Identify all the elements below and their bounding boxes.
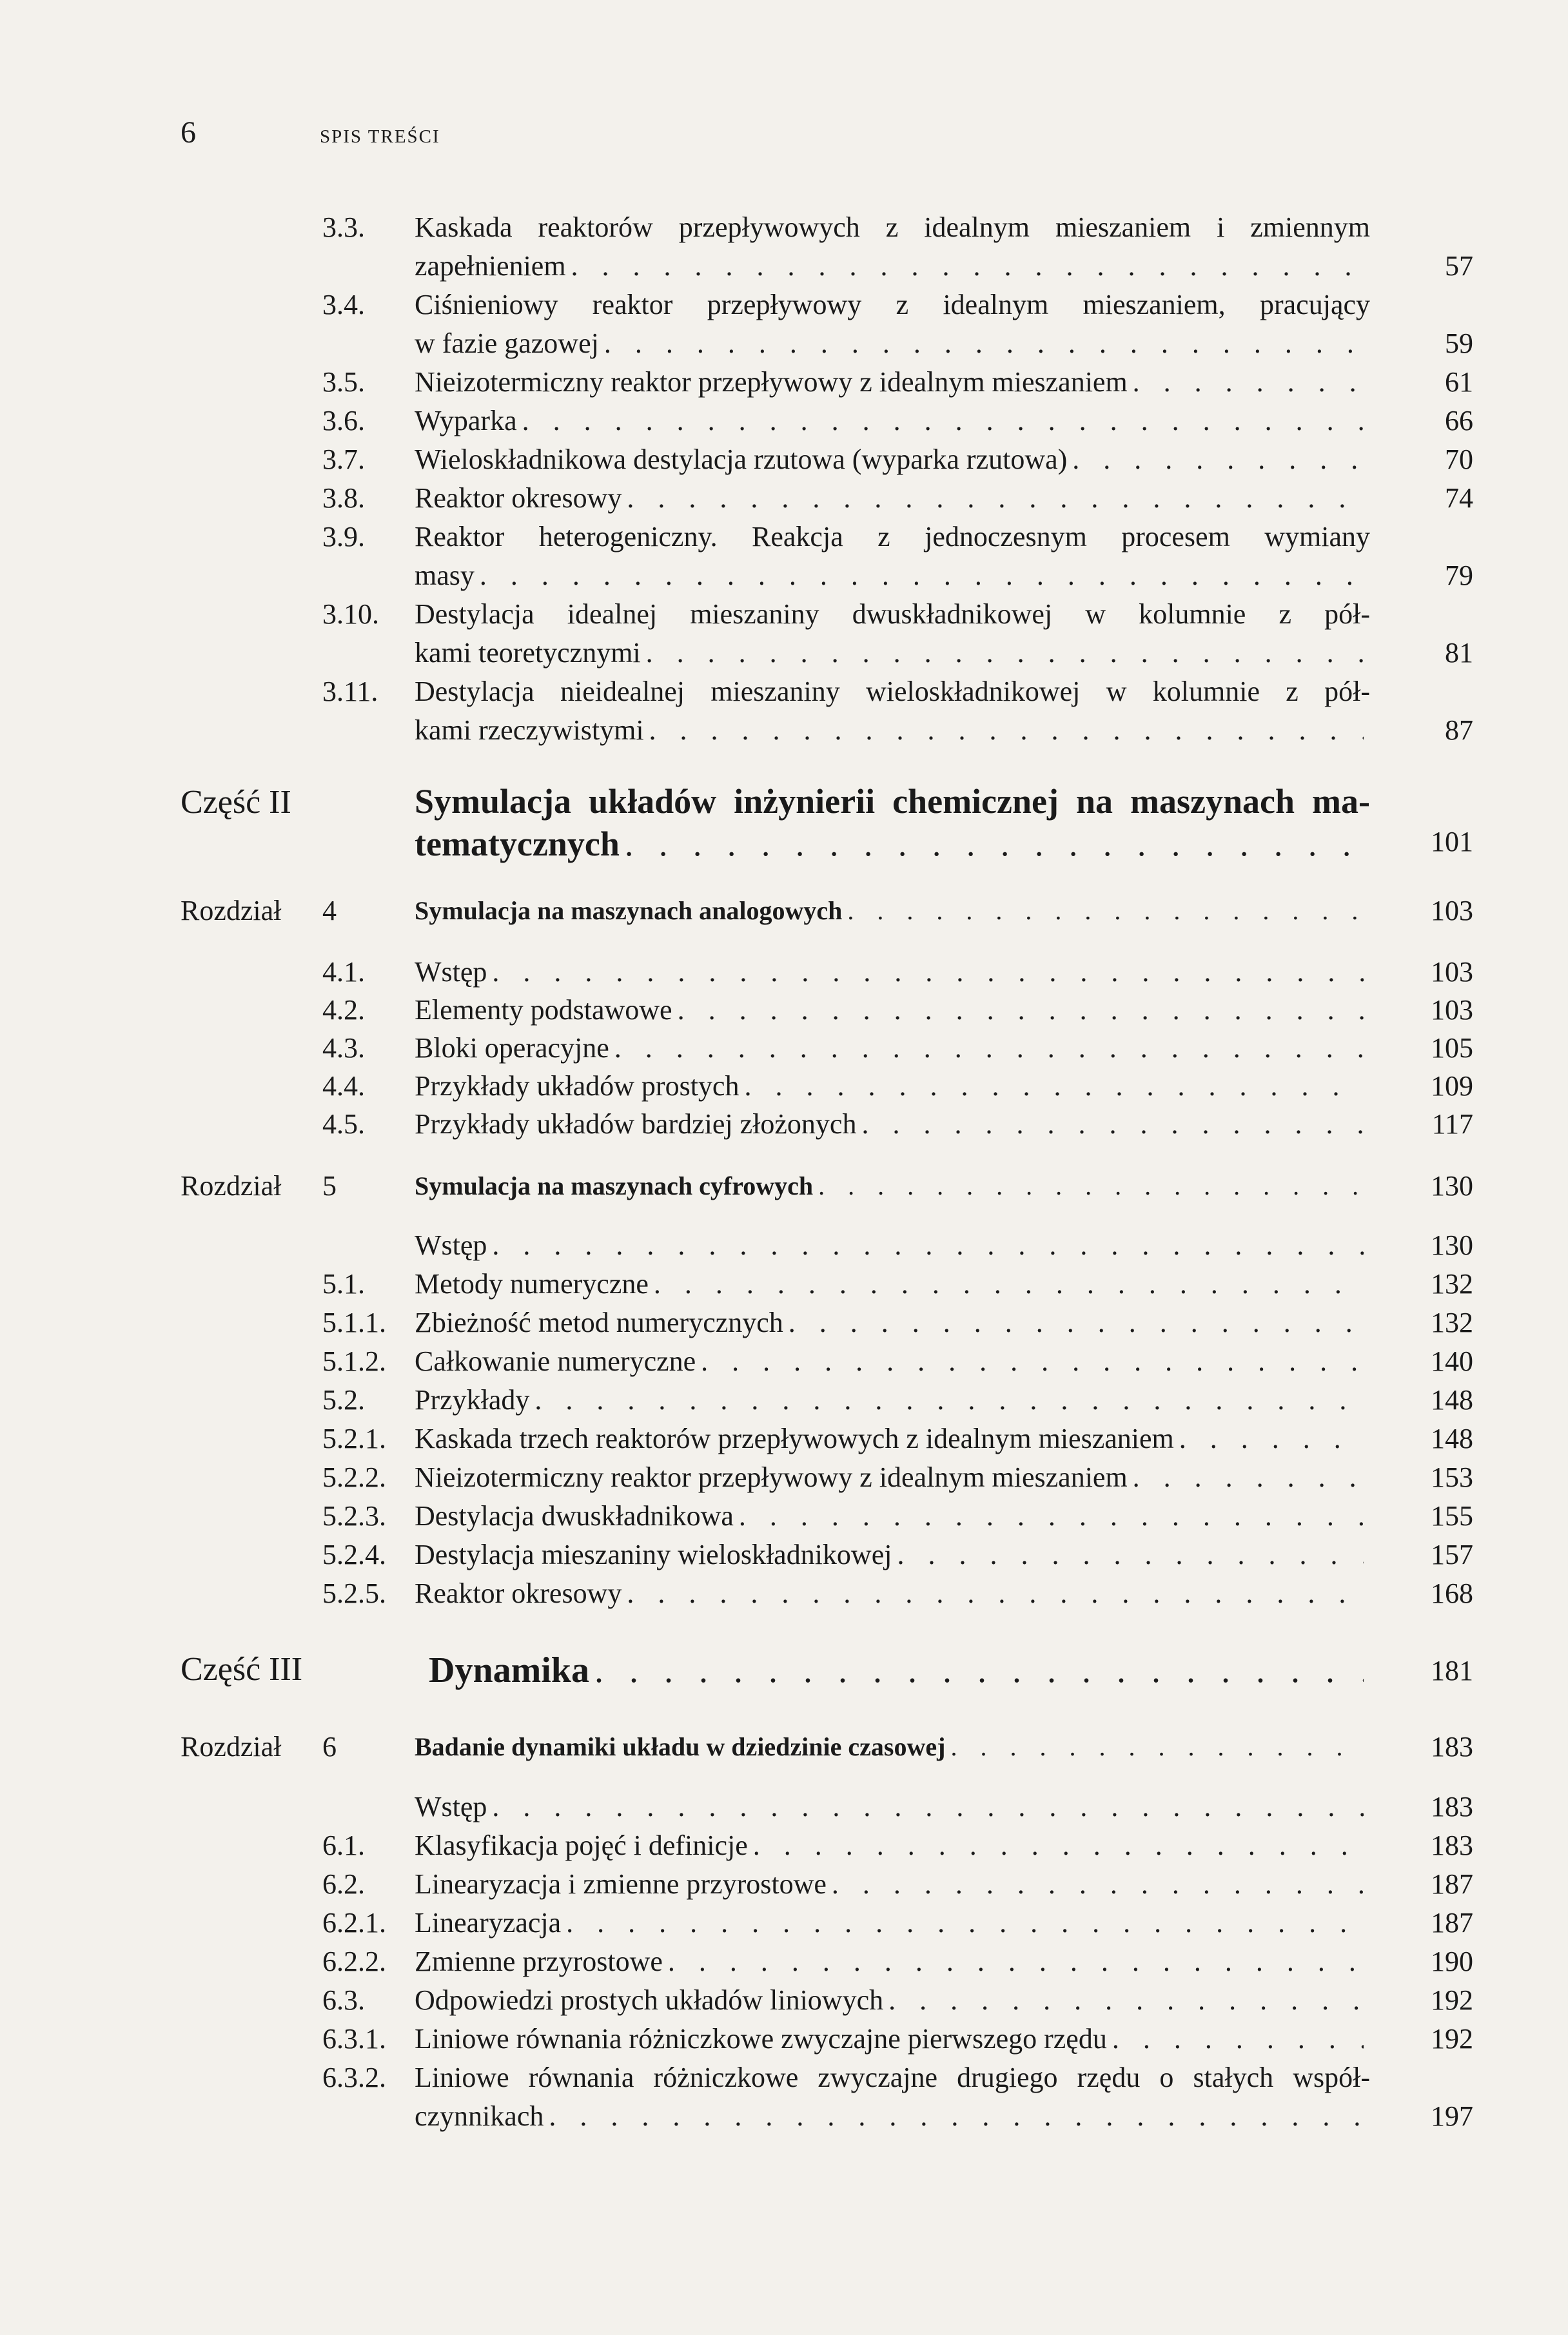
dot-leader xyxy=(1112,2020,1364,2058)
dot-leader xyxy=(950,1728,1364,1766)
chapter-number: 5 xyxy=(322,1170,337,1202)
entry-number: 3.7. xyxy=(322,444,365,475)
page-ref: 59 xyxy=(1445,327,1473,359)
dot-leader xyxy=(832,1865,1364,1904)
page-ref: 61 xyxy=(1445,366,1473,398)
dot-leader xyxy=(627,1574,1364,1613)
dot-leader xyxy=(897,1536,1364,1574)
toc-entry[interactable]: Przykłady . . . xyxy=(415,1381,1370,1420)
entry-number: 5.1.1. xyxy=(322,1307,386,1338)
dot-leader xyxy=(789,1304,1364,1342)
page-ref: 157 xyxy=(1431,1539,1473,1570)
page-ref: 183 xyxy=(1431,1830,1473,1861)
dot-leader xyxy=(625,823,1364,865)
page-ref: 81 xyxy=(1445,637,1473,669)
entry-number: 3.3. xyxy=(322,211,365,243)
toc-entry[interactable]: Linearyzacja i zmienne przyrostowe . . . xyxy=(415,1865,1370,1904)
dot-leader xyxy=(614,1029,1364,1068)
toc-chapter-entry[interactable]: Symulacja na maszynach analogowych . . . xyxy=(415,892,1370,930)
dot-leader xyxy=(847,892,1364,930)
toc-entry[interactable]: Wstęp . . . xyxy=(415,953,1370,992)
entry-number: 4.4. xyxy=(322,1070,365,1102)
toc-entry[interactable]: Elementy podstawowe . . . xyxy=(415,991,1370,1030)
entry-number: 3.6. xyxy=(322,405,365,436)
page-ref: 168 xyxy=(1431,1578,1473,1609)
toc-entry[interactable]: Reaktor okresowy . . . xyxy=(415,479,1370,518)
toc-entry[interactable]: Reaktor okresowy . . . xyxy=(415,1574,1370,1613)
page-ref: 57 xyxy=(1445,250,1473,282)
page-ref: 70 xyxy=(1445,444,1473,475)
dot-leader xyxy=(654,1265,1364,1304)
toc-entry[interactable]: Destylacja mieszaniny wieloskładnikowej . . . xyxy=(415,1536,1370,1574)
entry-number: 4.1. xyxy=(322,956,365,988)
toc-entry[interactable]: Odpowiedzi prostych układów liniowych . . . xyxy=(415,1981,1370,2020)
dot-leader xyxy=(861,1105,1364,1144)
entry-number: 3.4. xyxy=(322,289,365,320)
page-ref: 103 xyxy=(1431,956,1473,988)
dot-leader xyxy=(534,1381,1364,1420)
dot-leader xyxy=(571,247,1364,286)
toc-part-entry[interactable]: Symulacja układów inżynierii chemicznej na maszynach ma- tematycznych . . . xyxy=(415,780,1370,865)
entry-number: 5.2.5. xyxy=(322,1578,386,1609)
toc-entry[interactable]: Bloki operacyjne . . . xyxy=(415,1029,1370,1068)
page-ref: 105 xyxy=(1431,1032,1473,1064)
page-ref: 153 xyxy=(1431,1461,1473,1493)
dot-leader xyxy=(492,953,1364,992)
dot-leader xyxy=(888,1981,1364,2020)
entry-number: 6.3.2. xyxy=(322,2062,386,2093)
page-ref: 130 xyxy=(1431,1229,1473,1261)
page-ref: 66 xyxy=(1445,405,1473,436)
toc-entry[interactable]: Przykłady układów bardziej złożonych . . . xyxy=(415,1105,1370,1144)
toc-entry[interactable]: Metody numeryczne . . . xyxy=(415,1265,1370,1304)
dot-leader xyxy=(646,634,1364,672)
toc-chapter-entry[interactable]: Symulacja na maszynach cyfrowych . . . xyxy=(415,1167,1370,1206)
toc-entry[interactable]: Wstęp . . . xyxy=(415,1788,1370,1826)
chapter-label: Rozdział xyxy=(181,1731,282,1763)
dot-leader xyxy=(492,1226,1364,1265)
entry-number: 5.2. xyxy=(322,1384,365,1416)
page-ref: 130 xyxy=(1431,1170,1473,1202)
page-ref: 148 xyxy=(1431,1384,1473,1416)
dot-leader xyxy=(492,1788,1364,1826)
entry-number: 6.1. xyxy=(322,1830,365,1861)
toc-entry[interactable]: Liniowe równania różniczkowe zwyczajne pierwszego rzędu . . . xyxy=(415,2020,1370,2058)
dot-leader xyxy=(627,479,1364,518)
page-ref: 109 xyxy=(1431,1070,1473,1102)
dot-leader xyxy=(1133,363,1364,402)
entry-number: 5.2.1. xyxy=(322,1423,386,1454)
entry-number: 3.9. xyxy=(322,521,365,552)
toc-entry[interactable]: Nieizotermiczny reaktor przepływowy z idealnym mieszaniem . . . xyxy=(415,363,1370,402)
dot-leader xyxy=(1133,1458,1364,1497)
page-ref: 103 xyxy=(1431,994,1473,1026)
dot-leader xyxy=(753,1826,1364,1865)
page-ref: 187 xyxy=(1431,1868,1473,1900)
toc-entry[interactable]: Destylacja nieidealnej mieszaniny wieloskładnikowej w kolumnie z pół- kami rzeczywistymi . . . xyxy=(415,672,1370,750)
toc-entry[interactable]: Liniowe równania różniczkowe zwyczajne drugiego rzędu o stałych współ- czynnikach . . . xyxy=(415,2058,1370,2136)
toc-entry[interactable]: Zbieżność metod numerycznych . . . xyxy=(415,1304,1370,1342)
page-ref: 87 xyxy=(1445,714,1473,746)
dot-leader xyxy=(649,711,1364,750)
chapter-label: Rozdział xyxy=(181,1170,282,1202)
entry-number: 3.8. xyxy=(322,482,365,514)
dot-leader xyxy=(549,2097,1364,2136)
toc-entry[interactable]: Destylacja dwuskładnikowa . . . xyxy=(415,1497,1370,1536)
dot-leader xyxy=(480,556,1364,595)
chapter-number: 6 xyxy=(322,1731,337,1763)
toc-entry[interactable]: Przykłady układów prostych . . . xyxy=(415,1067,1370,1106)
dot-leader xyxy=(701,1342,1364,1381)
toc-entry[interactable]: Wyparka . . . xyxy=(415,402,1370,440)
toc-entry[interactable]: Kaskada trzech reaktorów przepływowych z idealnym mieszaniem . . . xyxy=(415,1420,1370,1458)
dot-leader xyxy=(1179,1420,1364,1458)
page-ref: 74 xyxy=(1445,482,1473,514)
entry-number: 4.5. xyxy=(322,1108,365,1140)
page-ref: 187 xyxy=(1431,1907,1473,1939)
page-ref: 197 xyxy=(1431,2100,1473,2132)
toc-entry[interactable]: Wieloskładnikowa destylacja rzutowa (wyparka rzutowa) . . . xyxy=(415,440,1370,479)
chapter-label: Rozdział xyxy=(181,895,282,926)
page-ref: 148 xyxy=(1431,1423,1473,1454)
entry-number: 3.11. xyxy=(322,676,378,707)
dot-leader xyxy=(604,324,1364,363)
dot-leader xyxy=(678,991,1364,1030)
entry-number: 5.1.2. xyxy=(322,1345,386,1377)
page-ref: 132 xyxy=(1431,1307,1473,1338)
entry-number: 4.3. xyxy=(322,1032,365,1064)
page-ref: 183 xyxy=(1431,1791,1473,1822)
entry-number: 6.2.2. xyxy=(322,1946,386,1977)
toc-entry[interactable]: Nieizotermiczny reaktor przepływowy z idealnym mieszaniem . . . xyxy=(415,1458,1370,1497)
page-ref: 79 xyxy=(1445,560,1473,591)
page-ref: 183 xyxy=(1431,1731,1473,1763)
entry-number: 6.3. xyxy=(322,1984,365,2016)
entry-number: 5.2.3. xyxy=(322,1500,386,1532)
toc-entry[interactable]: Linearyzacja . . . xyxy=(415,1904,1370,1942)
part-label: Część II xyxy=(181,784,291,821)
toc-entry[interactable]: Reaktor heterogeniczny. Reakcja z jednoczesnym procesem wymiany masy . . . xyxy=(415,518,1370,595)
entry-number: 3.5. xyxy=(322,366,365,398)
toc-entry[interactable]: Całkowanie numeryczne . . . xyxy=(415,1342,1370,1381)
toc-entry[interactable]: Destylacja idealnej mieszaniny dwuskładnikowej w kolumnie z pół- kami teoretycznymi . . . xyxy=(415,595,1370,672)
page-ref: 103 xyxy=(1431,895,1473,926)
toc-entry[interactable]: Klasyfikacja pojęć i definicje . . . xyxy=(415,1826,1370,1865)
dot-leader xyxy=(566,1904,1364,1942)
entry-number: 5.2.2. xyxy=(322,1461,386,1493)
toc-entry[interactable]: Zmienne przyrostowe . . . xyxy=(415,1942,1370,1981)
page-ref: 192 xyxy=(1431,2023,1473,2055)
chapter-number: 4 xyxy=(322,895,337,926)
toc-entry[interactable]: Kaskada reaktorów przepływowych z idealnym mieszaniem i zmiennym zapełnieniem . . . xyxy=(415,208,1370,286)
page-ref: 190 xyxy=(1431,1946,1473,1977)
page-ref: 192 xyxy=(1431,1984,1473,2016)
entry-number: 4.2. xyxy=(322,994,365,1026)
toc-entry[interactable]: Ciśnieniowy reaktor przepływowy z idealnym mieszaniem, pracujący w fazie gazowej . . . xyxy=(415,286,1370,363)
entry-number: 6.2. xyxy=(322,1868,365,1900)
entry-number: 3.10. xyxy=(322,598,379,630)
entry-number: 5.2.4. xyxy=(322,1539,386,1570)
dot-leader xyxy=(744,1067,1364,1106)
entry-number: 6.3.1. xyxy=(322,2023,386,2055)
running-title: SPIS TREŚCI xyxy=(320,126,440,147)
dot-leader xyxy=(1072,440,1364,479)
page-ref: 155 xyxy=(1431,1500,1473,1532)
part-label: Część III xyxy=(181,1651,303,1688)
dot-leader xyxy=(594,1649,1364,1692)
page-ref: 117 xyxy=(1431,1108,1473,1140)
toc-chapter-entry[interactable]: Badanie dynamiki układu w dziedzinie czasowej . . . xyxy=(415,1728,1370,1766)
entry-number: 5.1. xyxy=(322,1268,365,1300)
entry-number: 6.2.1. xyxy=(322,1907,386,1939)
dot-leader xyxy=(668,1942,1364,1981)
toc-part-entry[interactable]: Dynamika . . . xyxy=(415,1649,1370,1692)
dot-leader xyxy=(818,1167,1364,1206)
dot-leader xyxy=(522,402,1364,440)
page-number: 6 xyxy=(181,115,196,150)
page-ref: 101 xyxy=(1431,826,1473,857)
page-ref: 140 xyxy=(1431,1345,1473,1377)
dot-leader xyxy=(739,1497,1364,1536)
toc-entry[interactable]: Wstęp . . . xyxy=(415,1226,1370,1265)
page-ref: 181 xyxy=(1431,1655,1473,1686)
page-ref: 132 xyxy=(1431,1268,1473,1300)
